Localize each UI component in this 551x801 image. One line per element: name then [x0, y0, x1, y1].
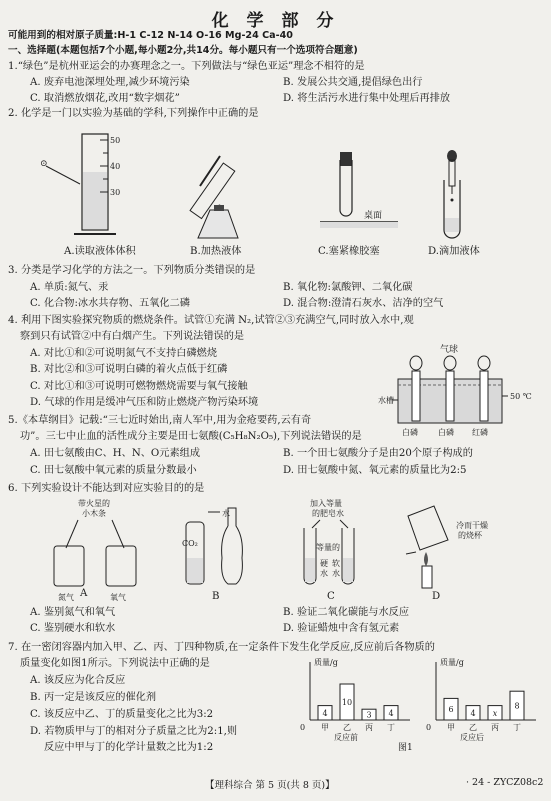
q5-option-b: B. 一个田七氨酸分子是由20个原子构成的 [283, 448, 473, 459]
q4-option-d: D. 气球的作用是缓冲气压和防止燃烧产物污染环境 [30, 397, 259, 408]
stick-label-2: 小木条 [82, 509, 106, 518]
category-label-0-3: 丁 [387, 723, 395, 732]
q2-option-b: B.加热液体 [190, 246, 242, 257]
bar-value-label-1-3: 8 [514, 701, 520, 711]
red-p-label: 红磷 [472, 428, 488, 437]
beaker-label-2: 的烧杯 [458, 531, 482, 540]
q6-figure-d [398, 498, 508, 590]
q5-option-a: A. 田七氨酸由C、H、N、O元素组成 [30, 448, 201, 459]
q1-option-d: D. 将生活污水进行集中处理后再排放 [283, 93, 451, 104]
footer-page-info: 【理科综合 第 5 页(共 8 页)】 [205, 780, 335, 791]
x-label-0: 反应前 [334, 733, 358, 742]
q6-figure-a [40, 496, 150, 608]
q7-option-b: B. 丙一定是该反应的催化剂 [30, 692, 157, 703]
equal-label: 等量的 [316, 543, 340, 552]
cyl-tick-40: 40 [110, 162, 121, 171]
q6-option-a: A. 鉴别氮气和氧气 [30, 607, 116, 618]
svg-text:⊙: ⊙ [40, 159, 48, 169]
category-label-1-2: 丙 [491, 723, 499, 732]
q5-option-c: C. 田七氨酸中氧元素的质量分数最小 [30, 465, 197, 476]
chart-before-reaction [298, 656, 418, 742]
co2-label: CO₂ [182, 539, 198, 548]
q7-stem-line2: 质量变化如图1所示。下列说法中正确的是 [20, 658, 210, 669]
bar-value-label-0-0: 4 [322, 708, 328, 718]
q1-option-a: A. 废弃电池深埋处理,减少环境污染 [30, 77, 190, 88]
desk-label: 桌面 [364, 211, 383, 221]
bar-value-label-0-1: 10 [341, 698, 353, 707]
q5-stem-line2: 功”。三七中止血的活性成分主要是田七氨酸(C₅H₈N₂O₅),下列说法错误的是 [20, 431, 362, 442]
q1-option-c: C. 取消燃放烟花,改用“数字烟花” [30, 93, 180, 104]
category-label-1-1: 乙 [469, 723, 477, 732]
soft-label: 软 [332, 559, 340, 568]
q3-option-b: B. 氧化物:氯酸钾、二氧化碳 [283, 282, 413, 293]
category-label-0-2: 丙 [365, 723, 373, 732]
q6-figure-b [178, 498, 268, 588]
q6-label-d: D [432, 591, 441, 602]
temp-label: 50 ℃ [510, 392, 532, 401]
q6-option-b: B. 验证二氧化碳能与水反应 [283, 607, 410, 618]
bar-value-label-0-3: 4 [388, 708, 394, 718]
bar-value-label-1-0: 6 [448, 705, 454, 715]
q1-stem: 1.“绿色”是杭州亚运会的办赛理念之一。下列做法与“绿色亚运”理念不相符的是 [8, 61, 365, 72]
hard-label: 硬 [320, 559, 328, 568]
q3-option-a: A. 单质:氮气、汞 [30, 282, 109, 293]
q3-stem: 3. 分类是学习化学的方法之一。下列物质分类错误的是 [8, 265, 256, 276]
q4-option-a: A. 对比①和②可说明氮气不支持白磷燃烧 [30, 348, 218, 359]
q2-stem: 2. 化学是一门以实验为基础的学科,下列操作中正确的是 [8, 108, 259, 119]
q7-option-d-line1: D. 若物质甲与丁的相对分子质量之比为2:1,则 [30, 726, 238, 737]
q2-figure-b-heating [180, 150, 270, 245]
category-label-1-3: 丁 [513, 723, 521, 732]
balloon-label: 气球 [440, 345, 459, 355]
category-label-0-0: 甲 [321, 723, 329, 732]
white-p-label-2: 白磷 [438, 428, 454, 437]
category-label-1-0: 甲 [447, 723, 455, 732]
section-heading: 一、选择题(本题包括7个小题,每小题2分,共14分。每小题只有一个选项符合题意) [8, 45, 358, 56]
footer-code: · 24 - ZYCZ08c2 [466, 777, 544, 788]
cyl-tick-50: 50 [110, 136, 121, 145]
bar-value-label-0-2: 3 [366, 710, 372, 720]
q6-option-d: D. 验证蜡烛中含有氢元素 [283, 623, 400, 634]
q6-figure-c [290, 498, 370, 590]
soap-label-1: 加入等量 [310, 499, 342, 508]
q4-stem-line2: 察到只有试管②中有白烟产生。下列说法错误的是 [20, 331, 245, 342]
category-label-0-1: 乙 [343, 723, 351, 732]
q2-option-c: C.塞紧橡胶塞 [318, 246, 380, 257]
q7-option-d-line2: 反应中甲与丁的化学计量数之比为1:2 [44, 742, 214, 753]
water-label: 水 [222, 509, 230, 518]
n2-label: 氮气 [58, 593, 74, 602]
bar-value-label-1-2: x [492, 708, 498, 718]
origin-label-0: 0 [300, 723, 306, 732]
chart-after-reaction [424, 656, 551, 742]
q4-option-c: C. 对比①和③可说明可燃物燃烧需要与氧气接触 [30, 381, 248, 392]
q4-option-b: B. 对比②和③可说明白磷的着火点低于红磷 [30, 364, 228, 375]
white-p-label-1: 白磷 [402, 428, 418, 437]
q6-label-b: B [212, 591, 220, 602]
atomic-masses: 可能用到的相对原子质量:H-1 C-12 N-14 O-16 Mg-24 Ca-40 [8, 30, 293, 41]
q2-figure-a-cylinder [40, 126, 150, 241]
beaker-label-1: 冷而干燥 [456, 521, 488, 530]
q6-option-c: C. 鉴别硬水和软水 [30, 623, 116, 634]
q7-stem-line1: 7. 在一密闭容器内加入甲、乙、丙、丁四种物质,在一定条件下发生化学反应,反应前后各物质的 [8, 642, 435, 653]
q2-option-a: A.读取液体体积 [64, 246, 136, 257]
q5-option-d: D. 田七氨酸中氮、氧元素的质量比为2:5 [283, 465, 467, 476]
y-label-1: 质量/g [440, 658, 464, 667]
cyl-tick-30: 30 [110, 188, 121, 197]
sink-label: 水槽 [378, 396, 394, 405]
q2-figure-d-dropper [430, 150, 490, 245]
q3-option-d: D. 混合物:澄清石灰水、洁净的空气 [283, 298, 444, 309]
y-label-0: 质量/g [314, 658, 338, 667]
x-label-1: 反应后 [460, 733, 484, 742]
q1-option-b: B. 发展公共交通,提倡绿色出行 [283, 77, 423, 88]
q2-figure-c-stopper [310, 150, 400, 245]
q5-stem-line1: 5.《本草纲目》记载:“三七近时始出,南人军中,用为金疮要药,云有奇 [8, 415, 312, 426]
soap-label-2: 的肥皂水 [312, 509, 344, 518]
q6-label-a: A [80, 588, 88, 599]
figure-caption: 图1 [398, 743, 413, 753]
q3-option-c: C. 化合物:冰水共存物、五氧化二磷 [30, 298, 190, 309]
stick-label-1: 带火星的 [78, 499, 110, 508]
o2-label: 氧气 [110, 593, 126, 602]
q7-option-a: A. 该反应为化合反应 [30, 675, 126, 686]
q7-option-c: C. 该反应中乙、丁的质量变化之比为3:2 [30, 709, 214, 720]
origin-label-1: 0 [426, 723, 432, 732]
q4-stem-line1: 4. 利用下图实验探究物质的燃烧条件。试管①充满 N₂,试管②③充满空气,同时放入水中,观 [8, 315, 414, 326]
q4-figure-combustion [378, 343, 551, 443]
page-title: 化 学 部 分 [211, 11, 340, 31]
q6-stem: 6. 下列实验设计不能达到对应实验目的的是 [8, 483, 205, 494]
q2-option-d: D.滴加液体 [428, 246, 480, 257]
bar-value-label-1-1: 4 [470, 708, 476, 718]
hard-label-2: 水 [320, 569, 328, 578]
soft-label-2: 水 [332, 569, 340, 578]
q6-label-c: C [327, 591, 335, 602]
